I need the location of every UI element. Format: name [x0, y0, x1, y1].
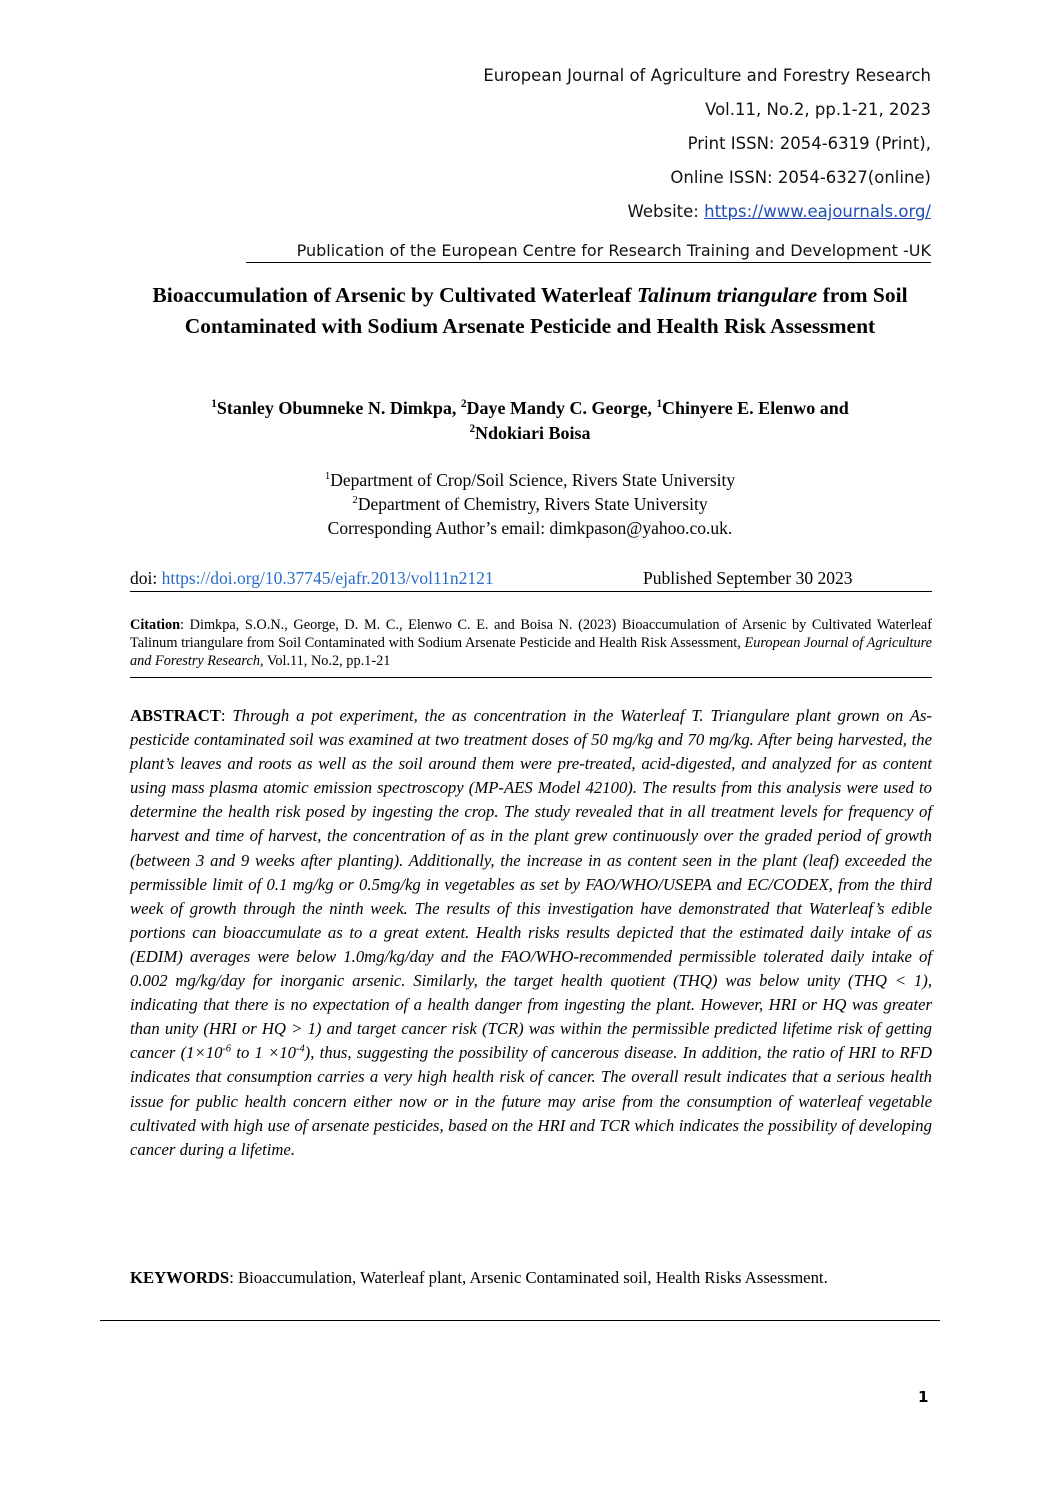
abstract-body: to 1 ×10 [231, 1043, 297, 1063]
author-name: Chinyere E. Elenwo and [662, 398, 849, 418]
author-sup: 1 [211, 398, 217, 410]
website-label: Website: [627, 202, 705, 221]
author-sup: 2 [460, 398, 467, 410]
citation-tail: , Vol.11, No.2, pp.1-21 [259, 653, 391, 669]
website-link[interactable]: https://www.eajournals.org/ [704, 202, 931, 221]
doi-label: doi: [130, 568, 162, 588]
divider [100, 1320, 940, 1321]
print-issn: Print ISSN: 2054-6319 (Print), [687, 134, 931, 153]
affiliation-text: Department of Crop/Soil Science, Rivers State University [330, 470, 736, 490]
affiliations [100, 468, 960, 540]
corresponding-email: Corresponding Author’s email: dimkpason@yahoo.co.uk. [327, 518, 733, 538]
affiliation-sup: 2 [352, 494, 358, 507]
title-part1: Bioaccumulation of Arsenic by Cultivated Waterleaf [152, 283, 637, 307]
page-number: 1 [918, 1388, 929, 1406]
website-line [483, 199, 931, 233]
abstract-label: ABSTRACT [130, 706, 221, 725]
online-issn: Online ISSN: 2054-6327(online) [670, 168, 931, 187]
abstract-sep: : [220, 706, 233, 725]
affiliation-sup: 1 [324, 470, 331, 483]
author-sup: 2 [469, 423, 476, 435]
keywords-label: KEYWORDS [130, 1268, 230, 1287]
author-name: Ndokiari Boisa [475, 423, 591, 443]
paper-title [100, 280, 960, 342]
citation-journal: European Journal of Agriculture and Forestry Research [130, 635, 932, 669]
publisher-line: Publication of the European Centre for Research Training and Development -UK [246, 240, 931, 263]
author-name: Daye Mandy C. George, [466, 398, 657, 418]
citation-block [130, 616, 932, 678]
title-part2: from Soil Contaminated with Sodium Arsenate Pesticide and Health Risk Assessment [184, 283, 908, 338]
abstract-exponent: -4 [296, 1043, 305, 1055]
abstract-block [130, 704, 932, 1162]
volume-info: Vol.11, No.2, pp.1-21, 2023 [705, 100, 931, 119]
doi-link[interactable]: https://doi.org/10.37745/ejafr.2013/vol11n2121 [161, 568, 494, 588]
affiliation-item [100, 468, 960, 492]
abstract-body: ), thus, suggesting the possibility of cancerous disease. In addition, the ratio of HRI to RFD indicates that consumption carries a very high health risk of cancer. The overall result indicates that a serious health issue for public health concern either now or in the future may arise from the consumption of waterleaf vegetable cultivated with high use of arsenate pesticides, based on the HRI and TCR which indicates the possibility of developing cancer during a lifetime. [130, 1043, 932, 1159]
author-name: Stanley Obumneke N. Dimkpa, [216, 398, 461, 418]
doi-line [130, 567, 932, 592]
journal-header [483, 63, 931, 233]
abstract-body: Through a pot experiment, the as concentration in the Waterleaf T. Triangulare plant grown on As-pesticide contaminated soil was examined at two treatment doses of 50 mg/kg and 70 mg/kg. After being harvested, the plant’s leaves and roots as well as the soil around them were pre-treated, acid-digested, and analyzed for as content using mass plasma atomic emission spectroscopy (MP-AES Model 42100). The results from this analysis were used to determine the health risk posed by ingesting the crop. The study revealed that in all treatment levels for frequency of harvest and time of harvest, the concentration of as in the plant grew continuously over the graded period of growth (between 3 and 9 weeks after planting). Additionally, the increase in as content seen in the plant (leaf) exceeded the permissible limit of 0.1 mg/kg or 0.5mg/kg in vegetables as set by FAO/WHO/USEPA and EC/CODEX, from the third week of growth through the ninth week. The results of this investigation have demonstrated that Waterleaf’s edible portions can bioaccumulate as to a great extent. Health risks results depicted that the estimated daily intake of as (EDIM) averages were below 1.0mg/kg/day and the FAO/WHO-recommended permissible tolerated daily intake of 0.002 mg/kg/day for inorganic arsenic. Similarly, the target health quotient (THQ) was below unity (THQ < 1), indicating that there is no expectation of a health danger from ingesting the plant. However, HRI or HQ was greater than unity (HRI or HQ > 1) and target cancer risk (TCR) was within the permissible predicted lifetime risk of getting cancer (1×10 [130, 706, 932, 1063]
published-date: Published September 30 2023 [643, 568, 853, 588]
affiliation-item [100, 492, 960, 516]
author-sup: 1 [656, 398, 663, 410]
journal-name: European Journal of Agriculture and Forestry Research [483, 66, 931, 85]
affiliation-text: Department of Chemistry, Rivers State University [357, 494, 708, 514]
abstract-exponent: -6 [222, 1043, 232, 1055]
title-species: Talinum triangulare [636, 283, 818, 307]
keywords-text: : Bioaccumulation, Waterleaf plant, Arsenic Contaminated soil, Health Risks Assessment. [229, 1268, 828, 1287]
author-list [100, 396, 960, 446]
citation-label: Citation [130, 617, 181, 633]
citation-text: : Dimkpa, S.O.N., George, D. M. C., Elenwo C. E. and Boisa N. (2023) Bioaccumulation of Arsenic by Cultivated Waterleaf Talinum triangulare from Soil Contaminated with Sodium Arsenate Pesticide and Health Risk Assessment, [130, 617, 932, 651]
keywords-block [130, 1266, 932, 1290]
